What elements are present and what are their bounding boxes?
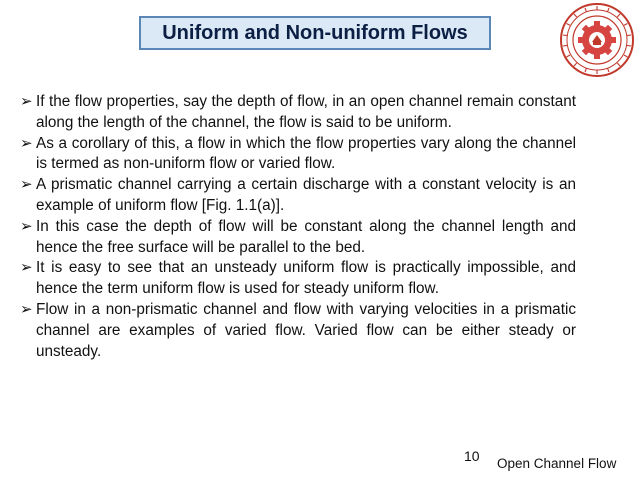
bullet-list <box>20 92 576 362</box>
bullet-item <box>20 217 576 259</box>
bullet-item <box>20 92 576 134</box>
bullet-item <box>20 300 576 362</box>
arrow-bullet-icon: ➢ <box>20 217 33 235</box>
title-box <box>139 16 491 50</box>
footer-label: Open Channel Flow <box>497 456 617 471</box>
bullet-text: A prismatic channel carrying a certain discharge with a constant velocity is an example of uniform flow [Fig. 1.1(a)]. <box>36 176 576 214</box>
bullet-text: As a corollary of this, a flow in which the flow properties vary along the channel is termed as non-uniform flow or varied flow. <box>36 134 576 173</box>
arrow-bullet-icon: ➢ <box>20 300 33 318</box>
page-number: 10 <box>464 448 480 464</box>
bullet-item <box>20 134 576 176</box>
arrow-bullet-icon: ➢ <box>20 134 33 152</box>
bullet-text: In this case the depth of flow will be constant along the channel length and hence the free surface will be parallel to the bed. <box>36 217 576 256</box>
bullet-item <box>20 175 576 217</box>
arrow-bullet-icon: ➢ <box>20 176 33 194</box>
slide-title: Uniform and Non-uniform Flows <box>162 21 468 44</box>
bullet-text: Flow in a non-prismatic channel and flow with varying velocities in a prismatic channel are examples of varied flow. Varied flow can be either steady or unsteady. <box>36 300 576 360</box>
college-seal-graphic <box>559 2 635 78</box>
college-seal-icon <box>559 2 635 78</box>
bullet-text: It is easy to see that an unsteady uniform flow is practically impossible, and hence the term uniform flow is used for steady uniform flow. <box>36 259 576 298</box>
bullet-text: If the flow properties, say the depth of flow, in an open channel remain constant along the length of the channel, the flow is said to be uniform. <box>36 93 576 131</box>
arrow-bullet-icon: ➢ <box>20 93 33 110</box>
bullet-item <box>20 258 576 300</box>
arrow-bullet-icon: ➢ <box>20 259 33 277</box>
